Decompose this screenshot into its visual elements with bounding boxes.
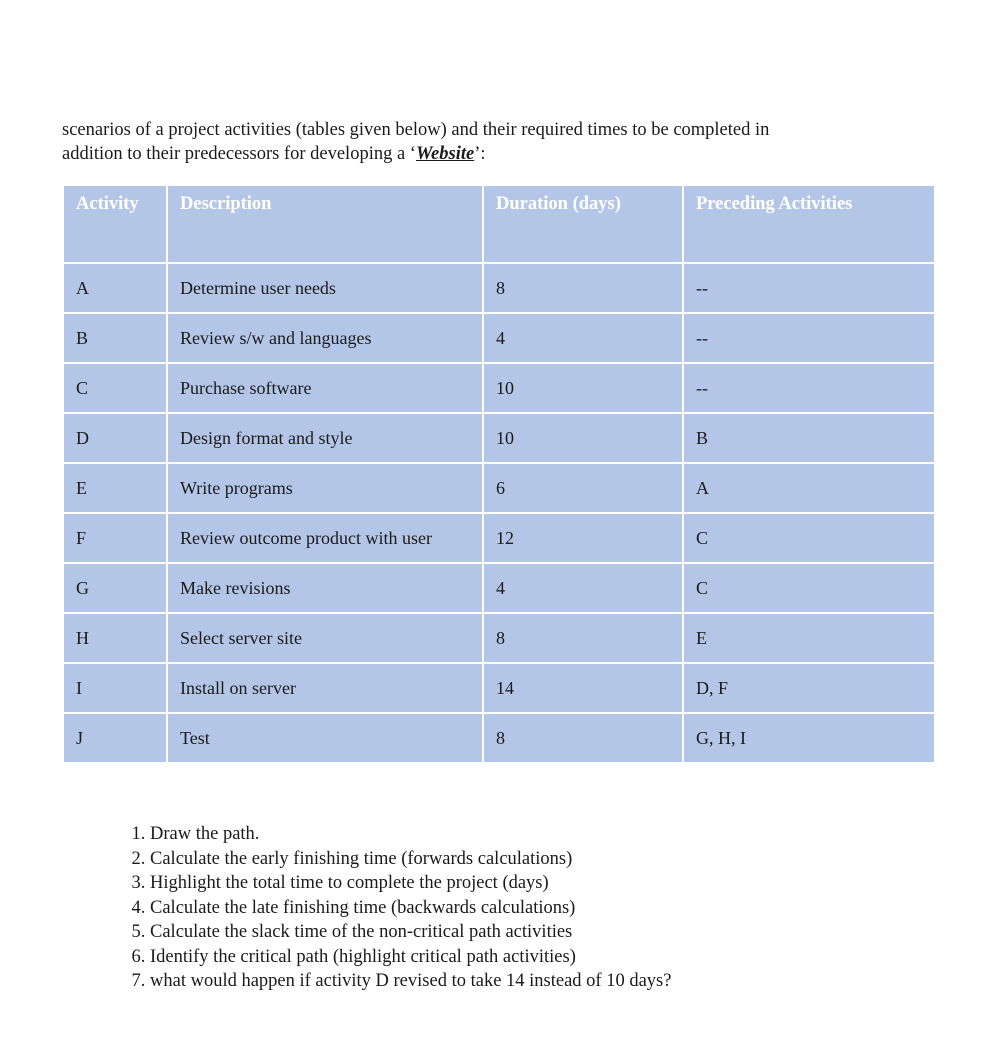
table-row bbox=[64, 464, 934, 512]
cell-duration: 14 bbox=[484, 664, 682, 712]
cell-activity: F bbox=[64, 514, 166, 562]
website-emphasis: Website bbox=[415, 144, 475, 164]
question-item: 2. Calculate the early finishing time (forwards calculations) bbox=[150, 847, 671, 872]
cell-activity: H bbox=[64, 614, 166, 662]
cell-description: Determine user needs bbox=[168, 264, 482, 312]
cell-description: Test bbox=[168, 714, 482, 762]
cell-duration: 8 bbox=[484, 714, 682, 762]
cell-description: Install on server bbox=[168, 664, 482, 712]
cell-duration: 10 bbox=[484, 364, 682, 412]
questions-list bbox=[108, 822, 671, 994]
table-row bbox=[64, 314, 934, 362]
intro-line-1: scenarios of a project activities (tables given below) and their required times to be completed in bbox=[62, 120, 770, 140]
cell-preceding: -- bbox=[684, 264, 934, 312]
cell-activity: D bbox=[64, 414, 166, 462]
cell-description: Design format and style bbox=[168, 414, 482, 462]
cell-preceding: C bbox=[684, 564, 934, 612]
table-row bbox=[64, 514, 934, 562]
cell-activity: E bbox=[64, 464, 166, 512]
question-item: 3. Highlight the total time to complete the project (days) bbox=[150, 871, 671, 896]
cell-activity: A bbox=[64, 264, 166, 312]
cell-activity: J bbox=[64, 714, 166, 762]
cell-preceding: C bbox=[684, 514, 934, 562]
cell-duration: 4 bbox=[484, 564, 682, 612]
cell-preceding: A bbox=[684, 464, 934, 512]
cell-description: Select server site bbox=[168, 614, 482, 662]
cell-duration: 10 bbox=[484, 414, 682, 462]
table-row bbox=[64, 614, 934, 662]
question-item: 4. Calculate the late finishing time (backwards calculations) bbox=[150, 896, 671, 921]
table-row bbox=[64, 264, 934, 312]
cell-preceding: G, H, I bbox=[684, 714, 934, 762]
intro-line-2-suffix: ’: bbox=[474, 144, 486, 164]
cell-preceding: E bbox=[684, 614, 934, 662]
cell-preceding: D, F bbox=[684, 664, 934, 712]
intro-line-2 bbox=[62, 142, 962, 166]
table-row bbox=[64, 664, 934, 712]
cell-duration: 8 bbox=[484, 264, 682, 312]
cell-description: Purchase software bbox=[168, 364, 482, 412]
cell-description: Review outcome product with user bbox=[168, 514, 482, 562]
cell-duration: 4 bbox=[484, 314, 682, 362]
header-description: Description bbox=[168, 186, 482, 262]
header-activity: Activity bbox=[64, 186, 166, 262]
cell-duration: 8 bbox=[484, 614, 682, 662]
question-item: 1. Draw the path. bbox=[150, 822, 671, 847]
question-item: 7. what would happen if activity D revised to take 14 instead of 10 days? bbox=[150, 969, 671, 994]
table-header-row bbox=[64, 186, 934, 262]
header-preceding: Preceding Activities bbox=[684, 186, 934, 262]
table-row bbox=[64, 714, 934, 762]
cell-activity: C bbox=[64, 364, 166, 412]
cell-duration: 12 bbox=[484, 514, 682, 562]
cell-description: Make revisions bbox=[168, 564, 482, 612]
cell-preceding: -- bbox=[684, 314, 934, 362]
cell-description: Write programs bbox=[168, 464, 482, 512]
intro-paragraph bbox=[62, 118, 962, 166]
table-row bbox=[64, 364, 934, 412]
table-row bbox=[64, 564, 934, 612]
cell-activity: B bbox=[64, 314, 166, 362]
header-duration: Duration (days) bbox=[484, 186, 682, 262]
table-row bbox=[64, 414, 934, 462]
activities-table bbox=[62, 184, 936, 764]
cell-activity: G bbox=[64, 564, 166, 612]
cell-activity: I bbox=[64, 664, 166, 712]
intro-line-2-prefix: addition to their predecessors for developing a ‘ bbox=[62, 144, 416, 164]
cell-preceding: -- bbox=[684, 364, 934, 412]
question-item: 6. Identify the critical path (highlight critical path activities) bbox=[150, 945, 671, 970]
cell-description: Review s/w and languages bbox=[168, 314, 482, 362]
cell-duration: 6 bbox=[484, 464, 682, 512]
question-item: 5. Calculate the slack time of the non-critical path activities bbox=[150, 920, 671, 945]
cell-preceding: B bbox=[684, 414, 934, 462]
